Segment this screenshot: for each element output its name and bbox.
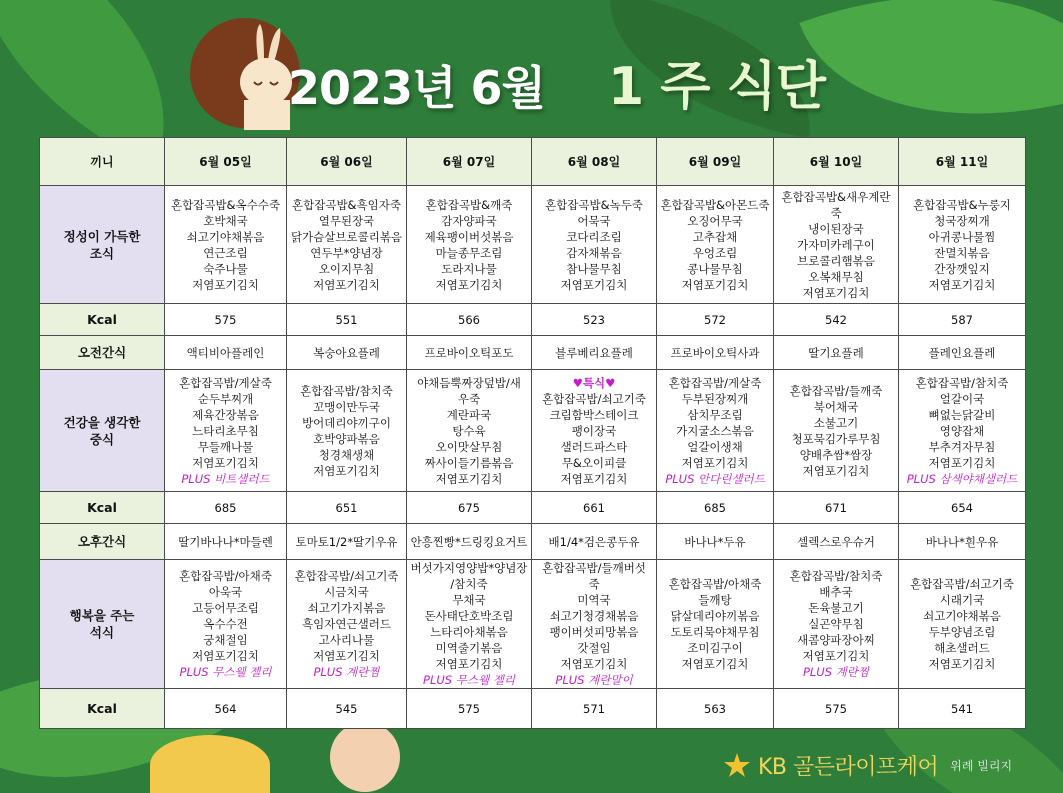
- menu-item: 혼합잡곡밥/게살죽: [668, 375, 762, 390]
- menu-item: 돈사태단호박조림: [424, 609, 514, 623]
- menu-item: 두부된장찌개: [681, 391, 749, 406]
- menu-item: 느타리초무침: [192, 423, 259, 438]
- menu-item: 저염포기김치: [192, 649, 259, 663]
- snack-item: 복숭아요플레: [287, 336, 407, 370]
- menu-item: 저염포기김치: [802, 285, 870, 300]
- menu-item: 두부양념조림: [928, 625, 996, 639]
- brand-name: KB 골든라이프케어: [758, 754, 939, 780]
- menu-item: 탕수육: [452, 423, 486, 438]
- plus-item: PLUS 비트샐러드: [181, 471, 270, 486]
- menu-item: 고등어무조림: [192, 601, 259, 615]
- header-row: [40, 138, 1026, 186]
- snack-item: 딸기요플레: [774, 336, 899, 370]
- day-header: 6월 10일: [774, 138, 899, 186]
- menu-item: 오이맛살무침: [435, 439, 503, 454]
- menu-item: 간장깻잎지: [934, 261, 990, 276]
- menu-item: 청경채생채: [318, 447, 375, 462]
- menu-item: 혼합잡곡밥&흑임자죽: [292, 197, 401, 212]
- kcal-value: 575: [165, 304, 287, 336]
- kcal-value: 685: [657, 492, 774, 524]
- menu-item: 시금치국: [324, 585, 369, 599]
- menu-item: 도라지나물: [441, 261, 497, 276]
- kcal-value: 575: [407, 689, 532, 729]
- menu-item: 오징어무국: [687, 213, 743, 228]
- row-label-line: 건강을 생각한: [63, 414, 141, 430]
- menu-item: 계란파국: [446, 407, 492, 422]
- menu-item: 부추겨자무침: [928, 439, 996, 454]
- menu-item: 코다리조림: [566, 229, 622, 244]
- menu-item: 닭가슴살브로콜리볶음: [290, 229, 403, 244]
- menu-item: 저염포기김치: [435, 277, 503, 292]
- meal-column-header: 끼니: [40, 138, 165, 186]
- brand-logo: [722, 748, 1012, 782]
- menu-item: 저염포기김치: [802, 649, 870, 663]
- menu-item: 오이지무침: [318, 261, 375, 276]
- menu-item: 저염포기김치: [560, 277, 628, 292]
- menu-item: 오복채무침: [808, 269, 864, 284]
- menu-item: 얼갈이생채: [687, 439, 743, 454]
- morning-snack-label: 오전간식: [40, 336, 165, 370]
- menu-item: 죽: [830, 205, 842, 220]
- menu-item: 팽이버섯피망볶음: [549, 625, 639, 639]
- menu-item: 혼합잡곡밥&깨죽: [425, 197, 513, 212]
- menu-cell: [657, 186, 774, 304]
- menu-item: 청포묵김가루무침: [791, 431, 881, 446]
- menu-item: 무들깨나물: [197, 439, 254, 454]
- menu-cell: [532, 370, 657, 492]
- menu-item: 혼합잡곡밥/참치죽: [300, 383, 393, 398]
- menu-item: 실곤약무침: [808, 617, 864, 631]
- menu-item: 저염포기김치: [560, 657, 628, 671]
- plus-item: PLUS 무스웰 젤리: [423, 673, 515, 687]
- row-label-line: 행복을 주는: [69, 608, 135, 623]
- menu-item: 저염포기김치: [928, 455, 996, 470]
- menu-item: 저염포기김치: [681, 455, 749, 470]
- menu-item: 쇠고기가지볶음: [307, 601, 386, 615]
- menu-item: 꼬맹이만두국: [313, 399, 380, 414]
- menu-cell: [407, 186, 532, 304]
- menu-item: 무채국: [452, 593, 486, 607]
- menu-item: 우엉조림: [692, 245, 738, 260]
- snack-item: 셀렉스로우슈거: [774, 524, 899, 560]
- kcal-value: 545: [287, 689, 407, 729]
- plus-item: PLUS 안다린샐러드: [665, 471, 765, 486]
- menu-item: 저염포기김치: [313, 277, 380, 292]
- title-week: 1 주 식단: [607, 57, 826, 117]
- menu-item: 혼합잡곡밥/들깨버섯: [542, 561, 646, 575]
- snack-item: 액티비아플레인: [165, 336, 287, 370]
- menu-item: 고사리나물: [318, 633, 375, 647]
- menu-cell: [287, 186, 407, 304]
- menu-item: 도토리묵야채무침: [670, 625, 760, 639]
- menu-item: 느타리아채볶음: [430, 625, 508, 639]
- menu-item: 아귀콩나물찜: [928, 229, 996, 244]
- snack-item: 배1/4*검은콩두유: [532, 524, 657, 560]
- menu-item: 저염포기김치: [435, 471, 503, 486]
- kcal-value: 541: [899, 689, 1026, 729]
- dinner-row: [40, 560, 1026, 689]
- breakfast-row: [40, 186, 1026, 304]
- menu-item: 크림함박스테이크: [549, 407, 639, 422]
- menu-cell: [165, 560, 287, 689]
- kcal-label: Kcal: [40, 304, 165, 336]
- menu-item: 들깨탕: [698, 593, 732, 607]
- menu-cell: [287, 370, 407, 492]
- menu-item: 브로콜리햄볶음: [797, 253, 875, 268]
- afternoon-snack-label: 오후간식: [40, 524, 165, 560]
- kb-star-icon: [722, 751, 752, 779]
- menu-item: 호박양파볶음: [313, 431, 380, 446]
- menu-cell: [899, 370, 1026, 492]
- menu-item: 얼갈이국: [939, 391, 985, 406]
- page-title: [288, 44, 826, 117]
- menu-item: 저염포기김치: [802, 463, 870, 478]
- snack-item: 바나나*두유: [657, 524, 774, 560]
- kcal-row: [40, 689, 1026, 729]
- menu-item: 혼합잡곡밥/참치죽: [789, 569, 883, 583]
- menu-item: 참나물무침: [566, 261, 622, 276]
- kcal-row: [40, 492, 1026, 524]
- menu-item: 돈육불고기: [808, 601, 864, 615]
- menu-item: 가지굴소스볶음: [676, 423, 754, 438]
- kcal-value: 675: [407, 492, 532, 524]
- kcal-value: 654: [899, 492, 1026, 524]
- snack-item: 블루베리요플레: [532, 336, 657, 370]
- menu-item: 쇠고기야채볶음: [923, 609, 1001, 623]
- lunch-row: [40, 370, 1026, 492]
- plus-item: PLUS 계란말이: [555, 673, 633, 687]
- menu-item: 쇠고기청경채볶음: [549, 609, 639, 623]
- kcal-value: 587: [899, 304, 1026, 336]
- kcal-value: 671: [774, 492, 899, 524]
- day-header: 6월 09일: [657, 138, 774, 186]
- breakfast-label: [40, 186, 165, 304]
- menu-item: 호박채국: [203, 213, 248, 228]
- menu-item: /참치죽: [450, 577, 488, 591]
- menu-item: 저염포기김치: [681, 277, 749, 292]
- menu-item: 죽: [588, 577, 600, 591]
- day-header: 6월 05일: [165, 138, 287, 186]
- kcal-value: 572: [657, 304, 774, 336]
- afternoon-snack-row: [40, 524, 1026, 560]
- menu-item: 혼합잡곡밥/아채죽: [668, 577, 762, 591]
- special-badge: ♥특식♥: [572, 375, 616, 390]
- kcal-value: 571: [532, 689, 657, 729]
- menu-item: 혼합잡곡밥&누룽지: [913, 197, 1011, 212]
- plus-item: PLUS 계란찜: [313, 665, 380, 679]
- meal-plan-table: [39, 137, 1026, 729]
- menu-item: 흑임자연근샐러드: [302, 617, 391, 631]
- menu-item: 저염포기김치: [560, 471, 628, 486]
- menu-item: 혼합잡곡밥&아몬드죽: [660, 197, 770, 212]
- menu-cell: [657, 560, 774, 689]
- menu-item: 무&오이피클: [561, 455, 627, 470]
- menu-item: 열무된장국: [318, 213, 375, 228]
- kcal-value: 523: [532, 304, 657, 336]
- menu-item: 저염포기김치: [681, 657, 749, 671]
- menu-cell: [407, 370, 532, 492]
- day-header: 6월 06일: [287, 138, 407, 186]
- menu-cell: [899, 560, 1026, 689]
- menu-item: 궁채절임: [203, 633, 248, 647]
- kcal-value: 542: [774, 304, 899, 336]
- menu-item: 혼합잡곡밥&옥수수죽: [171, 197, 280, 212]
- menu-item: 순두부찌개: [197, 391, 254, 406]
- snack-item: 프로바이오틱사과: [657, 336, 774, 370]
- snack-item: 딸기바나나*마들렌: [165, 524, 287, 560]
- snack-item: 바나나*흰우유: [899, 524, 1026, 560]
- menu-item: 야채듬뿍짜장덮밥/새: [417, 375, 521, 390]
- menu-item: 혼합잡곡밥/들깨죽: [789, 383, 883, 398]
- menu-item: 감자양파국: [441, 213, 497, 228]
- menu-item: 숙주나물: [203, 261, 248, 276]
- kcal-value: 566: [407, 304, 532, 336]
- kcal-row: [40, 304, 1026, 336]
- title-year-month: 2023년 6월: [288, 61, 545, 115]
- menu-item: 조미김구이: [687, 641, 743, 655]
- kcal-value: 575: [774, 689, 899, 729]
- menu-item: 영양잡채: [939, 423, 985, 438]
- menu-item: 혼합잡곡밥&녹두죽: [545, 197, 643, 212]
- menu-item: 잔멸치볶음: [934, 245, 990, 260]
- morning-snack-row: [40, 336, 1026, 370]
- kcal-value: 551: [287, 304, 407, 336]
- kcal-value: 564: [165, 689, 287, 729]
- menu-item: 미역줄기볶음: [435, 641, 503, 655]
- menu-item: 감자채볶음: [566, 245, 622, 260]
- plus-item: PLUS 무스웰 젤리: [179, 665, 272, 679]
- menu-cell: [774, 560, 899, 689]
- kcal-label: Kcal: [40, 689, 165, 729]
- menu-item: 옥수수전: [203, 617, 248, 631]
- menu-item: 저염포기김치: [928, 277, 996, 292]
- day-header: 6월 11일: [899, 138, 1026, 186]
- menu-cell: [165, 186, 287, 304]
- menu-item: 고추잡채: [692, 229, 738, 244]
- menu-item: 샐러드파스타: [560, 439, 628, 454]
- plus-item: PLUS 계란찜: [802, 665, 870, 679]
- menu-cell: [532, 186, 657, 304]
- menu-item: 혼합잡곡밥/게살죽: [179, 375, 272, 390]
- menu-cell: [899, 186, 1026, 304]
- menu-item: 저염포기김치: [435, 657, 503, 671]
- menu-item: 북어채국: [813, 399, 859, 414]
- menu-item: 시래기국: [939, 593, 985, 607]
- menu-item: 우죽: [457, 391, 481, 406]
- menu-item: 양배추쌈*쌈장: [799, 447, 873, 462]
- menu-item: 청국장찌개: [934, 213, 990, 228]
- menu-item: 소불고기: [813, 415, 859, 430]
- menu-cell: [287, 560, 407, 689]
- menu-item: 쇠고기야채볶음: [186, 229, 265, 244]
- menu-cell: [532, 560, 657, 689]
- menu-item: 저염포기김치: [192, 277, 259, 292]
- menu-cell: [165, 370, 287, 492]
- menu-item: 해초샐러드: [934, 641, 990, 655]
- menu-item: 제육간장볶음: [192, 407, 259, 422]
- menu-item: 연두부*양념장: [310, 245, 383, 260]
- menu-item: 뼈없는닭갈비: [928, 407, 996, 422]
- day-header: 6월 07일: [407, 138, 532, 186]
- kcal-value: 651: [287, 492, 407, 524]
- menu-item: 닭살데리야끼볶음: [670, 609, 760, 623]
- row-label-line: 중식: [89, 431, 115, 447]
- menu-item: 혼합잡곡밥/쇠고기죽: [542, 391, 646, 406]
- kcal-value: 661: [532, 492, 657, 524]
- menu-item: 새콤양파장아찌: [797, 633, 875, 647]
- day-header: 6월 08일: [532, 138, 657, 186]
- menu-cell: [407, 560, 532, 689]
- menu-item: 갓절임: [577, 641, 611, 655]
- menu-item: 혼합잡곡밥/참치죽: [915, 375, 1009, 390]
- menu-item: 팽이장국: [571, 423, 617, 438]
- menu-item: 저염포기김치: [313, 463, 380, 478]
- menu-cell: [657, 370, 774, 492]
- menu-item: 마늘종무조림: [435, 245, 503, 260]
- menu-item: 어묵국: [577, 213, 611, 228]
- lunch-label: [40, 370, 165, 492]
- dinner-label: [40, 560, 165, 689]
- brand-sub: 위례 빌리지: [950, 758, 1013, 773]
- menu-item: 저염포기김치: [928, 657, 996, 671]
- menu-item: 제육팽이버섯볶음: [424, 229, 514, 244]
- menu-item: 배추국: [819, 585, 853, 599]
- menu-cell: [774, 370, 899, 492]
- menu-item: 혼합잡곡밥/쇠고기죽: [294, 569, 399, 583]
- menu-item: 아욱국: [208, 585, 243, 599]
- menu-item: 콩나물무침: [687, 261, 743, 276]
- menu-item: 냉이된장국: [808, 221, 864, 236]
- menu-item: 방어데리야끼구이: [302, 415, 391, 430]
- row-label-line: 정성이 가득한: [63, 228, 141, 244]
- snack-item: 안흥찐빵*드링킹요거트: [407, 524, 532, 560]
- menu-cell: [774, 186, 899, 304]
- menu-item: 혼합잡곡밥&새우계란: [781, 189, 891, 204]
- menu-item: 혼합잡곡밥/아채죽: [179, 569, 272, 583]
- menu-item: 버섯가지영양밥*양념장: [410, 561, 528, 575]
- menu-item: 미역국: [577, 593, 611, 607]
- kcal-value: 563: [657, 689, 774, 729]
- snack-item: 토마토1/2*딸기우유: [287, 524, 407, 560]
- menu-item: 가자미카레구이: [797, 237, 875, 252]
- snack-item: 프로바이오틱포도: [407, 336, 532, 370]
- kcal-value: 685: [165, 492, 287, 524]
- menu-item: 저염포기김치: [192, 455, 259, 470]
- menu-item: 혼합잡곡밥/쇠고기죽: [910, 577, 1014, 591]
- plus-item: PLUS 삼색야채샐러드: [906, 471, 1018, 486]
- menu-item: 삼치무조림: [687, 407, 743, 422]
- snack-item: 플레인요플레: [899, 336, 1026, 370]
- menu-item: 연근조림: [203, 245, 248, 260]
- menu-item: 짜사이들기름볶음: [424, 455, 514, 470]
- menu-item: 저염포기김치: [313, 649, 380, 663]
- row-label-line: 조식: [89, 245, 115, 261]
- kcal-label: Kcal: [40, 492, 165, 524]
- row-label-line: 석식: [89, 625, 115, 640]
